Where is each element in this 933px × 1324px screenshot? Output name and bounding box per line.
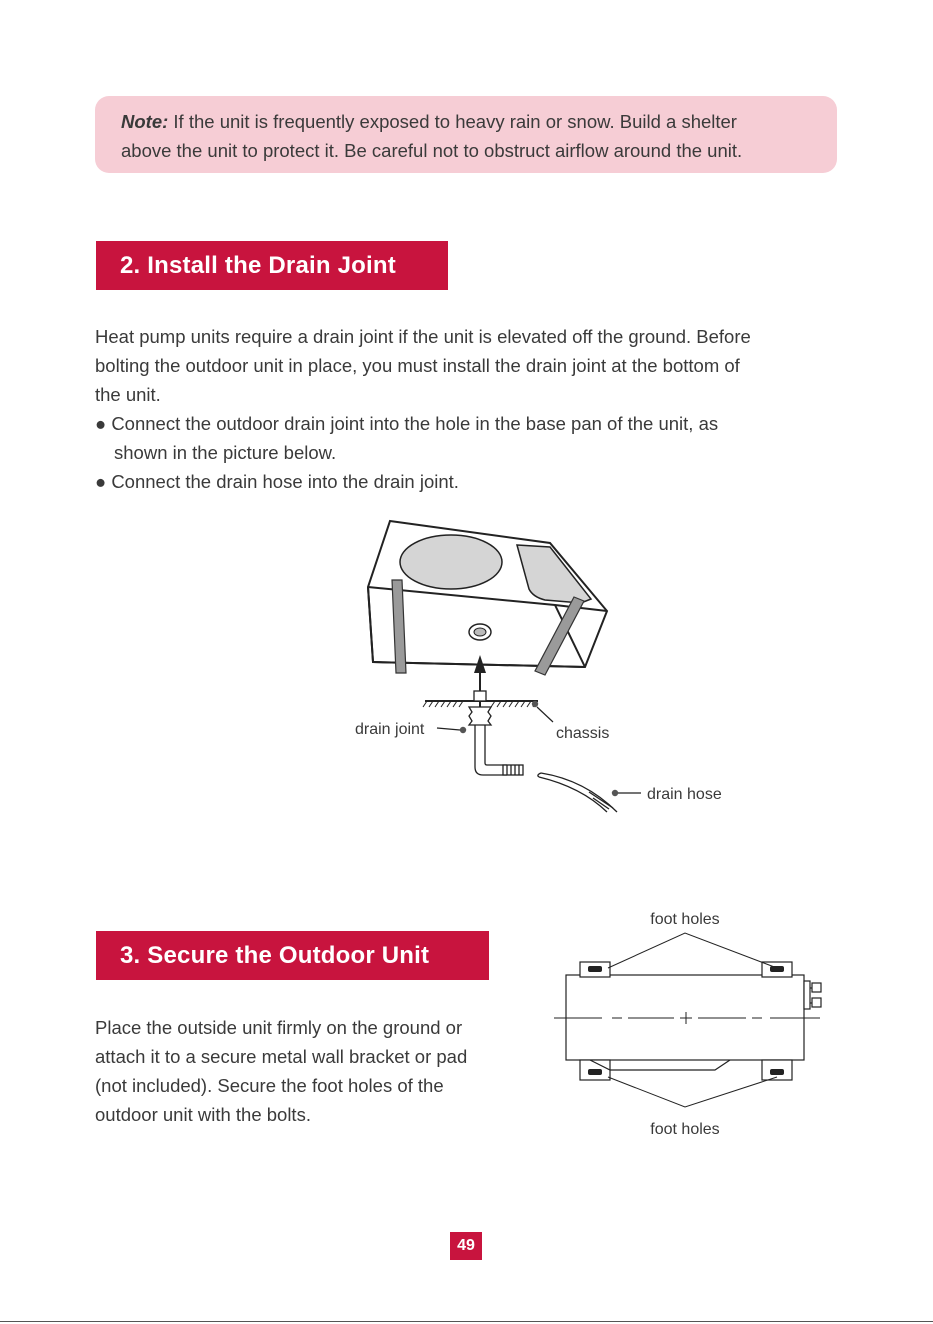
- bottom-rule: [0, 1321, 933, 1322]
- note-box: [95, 96, 837, 173]
- note-label: Note:: [121, 111, 169, 132]
- bullet-1-line-2: shown in the picture below.: [114, 442, 337, 463]
- foot-holes-diagram: [550, 905, 840, 1145]
- section-3-line-4: outdoor unit with the bolts.: [95, 1104, 311, 1125]
- label-drain-hose: [612, 786, 722, 803]
- section-3-line-3: (not included). Secure the foot holes of the: [95, 1075, 444, 1096]
- drain-joint-fitting: [469, 691, 523, 775]
- unit-top-view: [566, 962, 821, 1080]
- drain-hole: [469, 624, 491, 640]
- section-2-header: 2. Install the Drain Joint: [96, 241, 448, 290]
- bullet-1-line-1: ● Connect the outdoor drain joint into the hole in the base pan of the unit, as: [95, 413, 719, 434]
- chassis-label: chassis: [556, 725, 610, 742]
- note-line-2: above the unit to protect it. Be careful not to obstruct airflow around the unit.: [121, 140, 743, 161]
- page-number: 49: [450, 1232, 482, 1260]
- foot-holes-bottom-label: foot holes: [650, 1121, 720, 1138]
- drain-hose-label: drain hose: [647, 786, 722, 803]
- bullet-2: ● Connect the drain hose into the drain joint.: [95, 471, 459, 492]
- drain-joint-illustration: [345, 515, 745, 820]
- section-3-line-2: attach it to a secure metal wall bracket or pad: [95, 1046, 468, 1067]
- label-drain-joint: [355, 721, 466, 738]
- note-text-1: If the unit is frequently exposed to heavy rain or snow. Build a shelter: [168, 111, 737, 132]
- foot-holes-top-label: foot holes: [650, 911, 720, 928]
- note-line-1: [121, 107, 817, 136]
- label-chassis: [532, 701, 610, 742]
- section-3-header: 3. Secure the Outdoor Unit: [96, 931, 489, 980]
- drain-hose-drawing: [538, 773, 617, 812]
- section-3-line-1: Place the outside unit firmly on the ground or: [95, 1017, 463, 1038]
- section-2-body: [95, 322, 855, 496]
- drain-joint-label: drain joint: [355, 721, 425, 738]
- intro-line-3: the unit.: [95, 384, 161, 405]
- section-3-body: [95, 1013, 525, 1129]
- intro-line-2: bolting the outdoor unit in place, you must install the drain joint at the bottom of: [95, 355, 740, 376]
- intro-line-1: Heat pump units require a drain joint if the unit is elevated off the ground. Before: [95, 326, 751, 347]
